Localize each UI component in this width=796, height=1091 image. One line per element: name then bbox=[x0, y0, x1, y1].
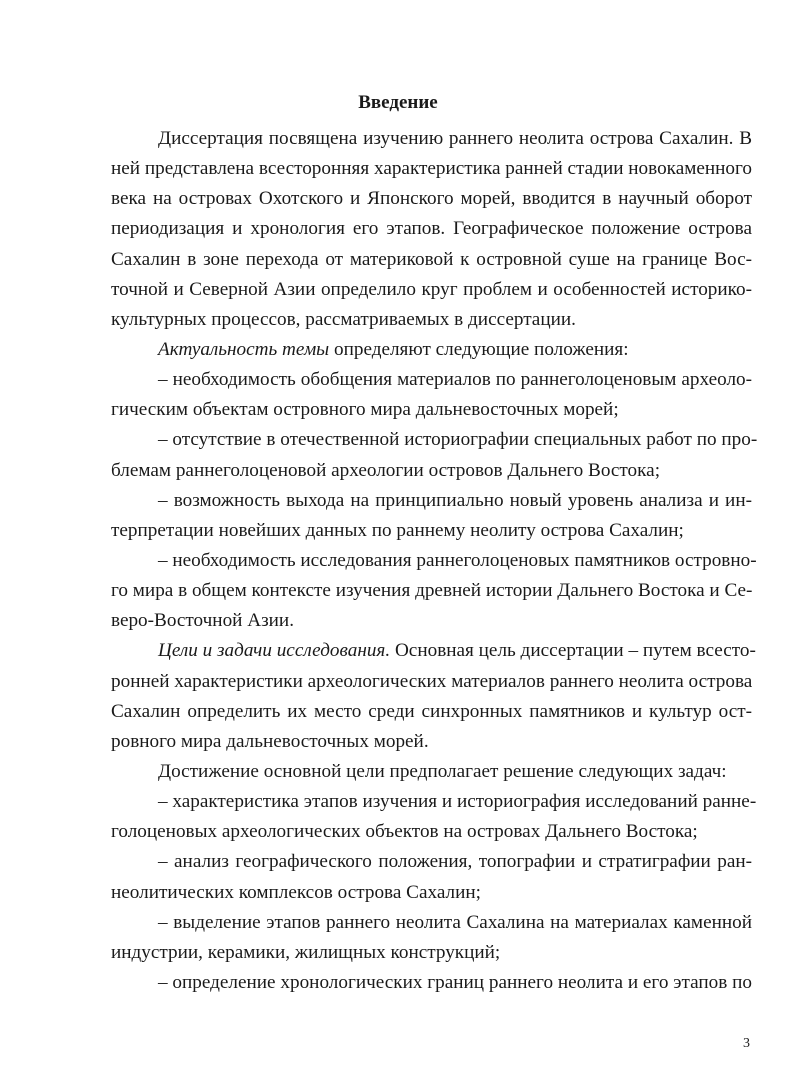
goals-line bbox=[111, 636, 756, 666]
list-item-line: – определение хронологических границ раннего неолита и его этапов по bbox=[158, 971, 752, 993]
list-item-line: – анализ географического положения, топографии и стратиграфии ран- bbox=[158, 851, 752, 873]
paragraph-line: Сахалин в зоне перехода от материковой к островной суше на границе Вос- bbox=[111, 248, 752, 270]
list-item-line: – характеристика этапов изучения и историография исследований ранне- bbox=[158, 791, 757, 813]
list-item-line: – возможность выхода на принципиально новый уровень анализа и ин- bbox=[158, 489, 752, 511]
paragraph-line: Сахалин определить их место среди синхронных памятников и культур ост- bbox=[111, 700, 752, 722]
list-item-line: веро-Восточной Азии. bbox=[111, 610, 295, 632]
actuality-line bbox=[111, 335, 752, 365]
list-item-line: неолитических комплексов острова Сахалин; bbox=[111, 881, 481, 903]
list-item-line: го мира в общем контексте изучения древней истории Дальнего Востока и Се- bbox=[111, 580, 753, 602]
paragraph-line: ней представлена всесторонняя характеристика ранней стадии новокаменного bbox=[111, 158, 752, 180]
list-item-line: – необходимость обобщения материалов по раннеголоценовым археоло- bbox=[158, 369, 752, 391]
list-item-line: голоценовых археологических объектов на островах Дальнего Востока; bbox=[111, 821, 698, 843]
paragraph-line: ронней характеристики археологических материалов раннего неолита острова bbox=[111, 670, 753, 692]
actuality-label: Актуальность темы bbox=[158, 338, 330, 360]
goals-label: Цели и задачи исследования. bbox=[158, 640, 391, 662]
paragraph-line: культурных процессов, рассматриваемых в диссертации. bbox=[111, 308, 576, 330]
paragraph-line: периодизация и хронология его этапов. Географическое положение острова bbox=[111, 218, 752, 240]
paragraph-line: Достижение основной цели предполагает решение следующих задач: bbox=[158, 760, 727, 782]
section-heading: Введение bbox=[358, 92, 438, 113]
list-item-line: индустрии, керамики, жилищных конструкций; bbox=[111, 941, 501, 963]
list-item-line: – выделение этапов раннего неолита Сахалина на материалах каменной bbox=[158, 911, 752, 933]
goals-text: Основная цель диссертации – путем всесто- bbox=[390, 640, 756, 662]
list-item-line: блемам раннеголоценовой археологии островов Дальнего Востока; bbox=[111, 459, 661, 481]
list-item-line: терпретации новейших данных по раннему неолиту острова Сахалин; bbox=[111, 519, 684, 541]
paragraph-line: ровного мира дальневосточных морей. bbox=[111, 730, 429, 752]
page-number: 3 bbox=[743, 1036, 750, 1051]
body-text bbox=[111, 124, 758, 998]
paragraph-line: века на островах Охотского и Японского морей, вводится в научный оборот bbox=[111, 188, 752, 210]
paragraph-line: Диссертация посвящена изучению раннего неолита острова Сахалин. В bbox=[158, 128, 752, 149]
actuality-text: определяют следующие положения: bbox=[329, 338, 629, 360]
list-item-line: – отсутствие в отечественной историографии специальных работ по про- bbox=[158, 429, 758, 451]
list-item-line: – необходимость исследования раннеголоценовых памятников островно- bbox=[158, 549, 757, 571]
paragraph-line: точной и Северной Азии определило круг проблем и особенностей историко- bbox=[111, 278, 752, 300]
list-item-line: гическим объектам островного мира дальневосточных морей; bbox=[111, 399, 619, 421]
